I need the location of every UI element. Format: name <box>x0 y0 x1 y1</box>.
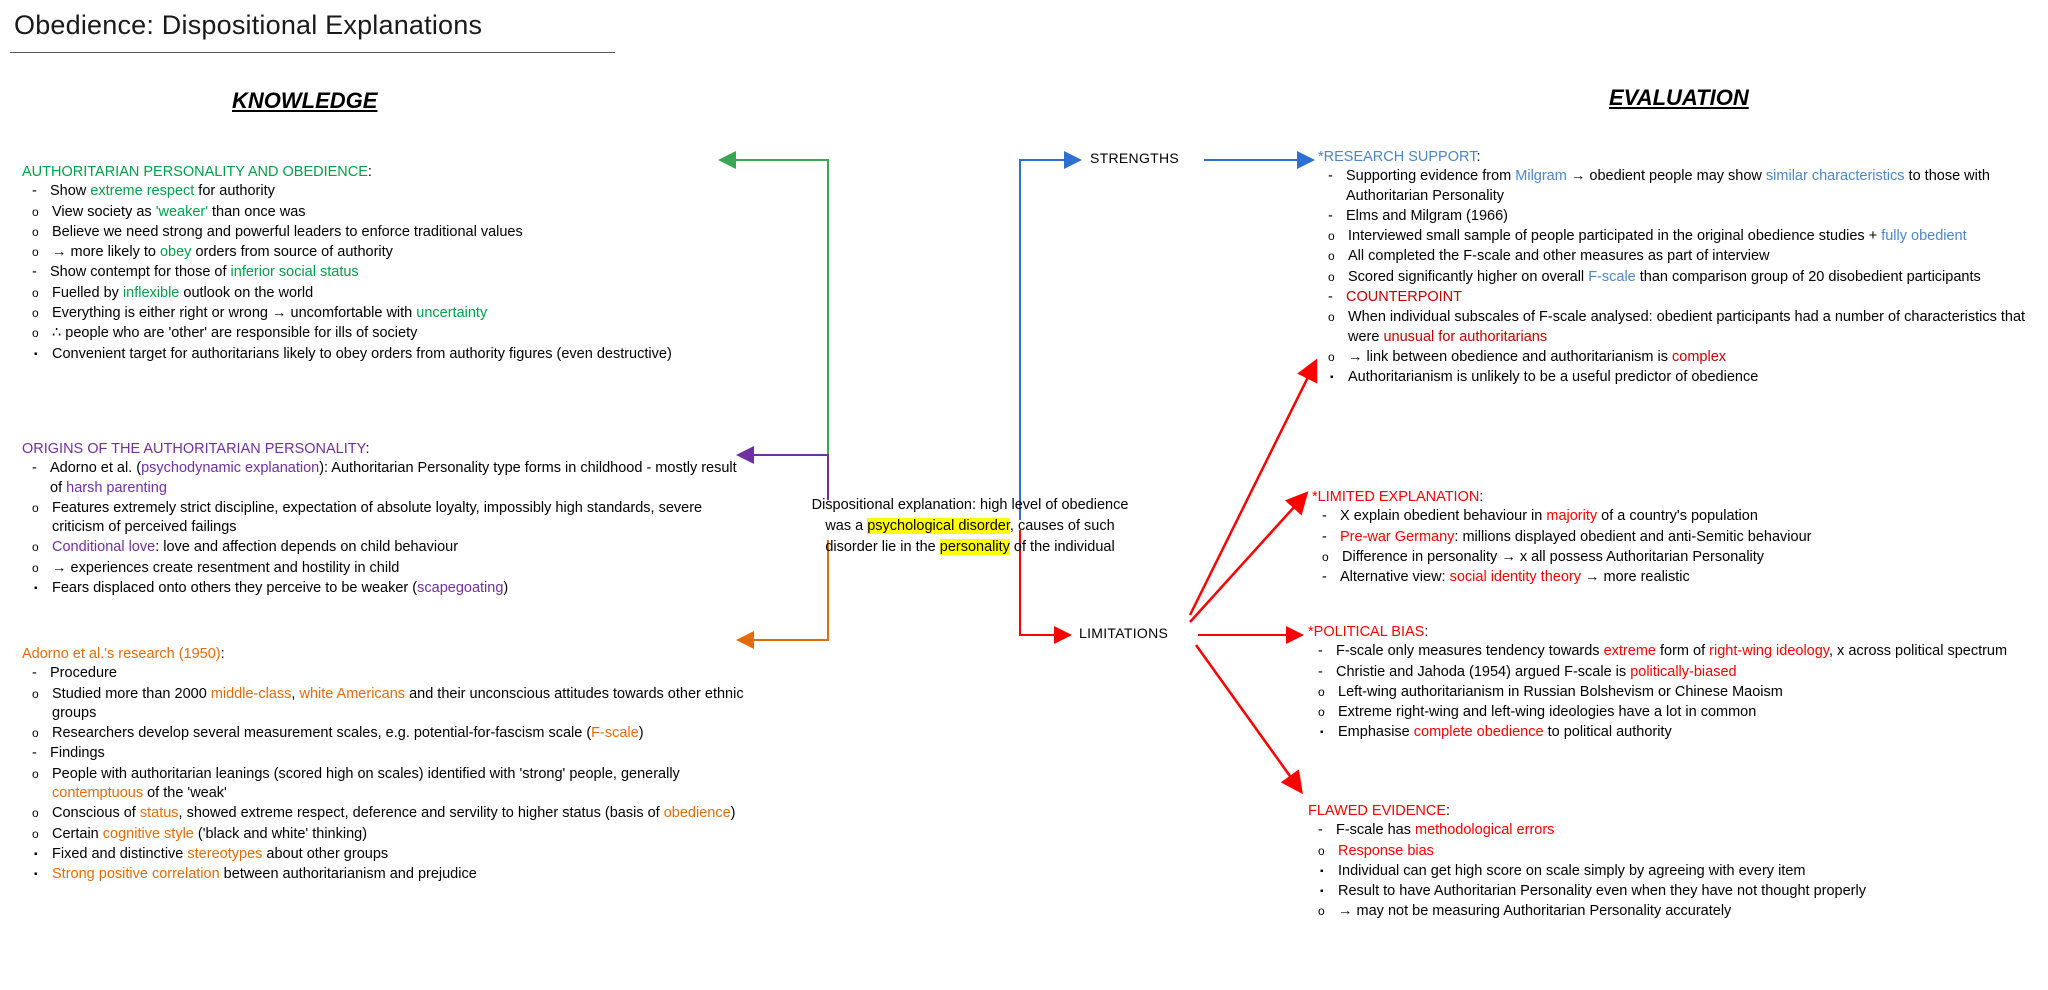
evaluation-block-flawed-evidence <box>1308 802 2024 923</box>
list-item <box>22 345 762 364</box>
strengths-label: STRENGTHS <box>1090 150 1180 166</box>
knowledge-block-authoritarian-personality <box>22 163 762 365</box>
block-heading: Adorno et al.'s research (1950): <box>22 646 225 662</box>
center-line3-post: of the individual <box>1009 539 1115 556</box>
list-item <box>22 538 752 557</box>
list-bullet: - <box>1318 822 1323 839</box>
list-item <box>22 765 762 804</box>
list-item <box>22 664 762 683</box>
list-item <box>22 243 762 262</box>
list-bullet: - <box>32 665 37 682</box>
list-item-text: Result to have Authoritarian Personality even when they have not thought properly <box>1338 883 1866 900</box>
list-item-text: Alternative view: social identity theory → more realistic <box>1340 569 1690 586</box>
list-item <box>1308 663 2038 682</box>
list-item-text: Fixed and distinctive stereotypes about other groups <box>52 845 389 862</box>
evaluation-block-research-support <box>1318 148 2034 388</box>
list-item-text: Convenient target for authoritarians likely to obey orders from authority figures (even destructive) <box>52 345 672 362</box>
list-item <box>22 304 762 323</box>
list-item-text: When individual subscales of F-scale analysed: obedient participants had a number of characteristics that were unusual for authoritarians <box>1348 309 2026 345</box>
list-bullet: o <box>1328 229 1335 244</box>
list-bullet: o <box>32 204 39 219</box>
list-item <box>1318 247 2034 266</box>
list-bullet: o <box>1322 549 1329 564</box>
center-highlight-personality: personality <box>939 539 1010 556</box>
list-item <box>22 459 752 498</box>
list-bullet: o <box>32 766 39 781</box>
list-bullet: ▪ <box>1320 865 1324 877</box>
list-item-text: Christie and Jahoda (1954) argued F-scale is politically-biased <box>1336 663 1737 680</box>
list-item-text: Features extremely strict discipline, expectation of absolute loyalty, impossibly high standards, severe criticism of perceived failings <box>52 499 703 536</box>
list-item-text: → link between obedience and authoritarianism is complex <box>1348 348 1727 365</box>
list-item-text: F-scale only measures tendency towards extreme form of right-wing ideology, x across political spectrum <box>1336 643 2008 660</box>
list-item-text: Response bias <box>1338 842 1434 859</box>
list-item-text: Pre-war Germany: millions displayed obedient and anti-Semitic behaviour <box>1340 528 1812 545</box>
list-item <box>1318 207 2034 226</box>
center-line1: Dispositional explanation: high level of obedience <box>811 497 1129 513</box>
list-bullet: o <box>32 726 39 741</box>
block-heading: FLAWED EVIDENCE: <box>1308 803 1451 819</box>
list-bullet: - <box>32 264 37 281</box>
list-bullet: o <box>32 826 39 841</box>
list-item-text: People with authoritarian leanings (scored high on scales) identified with 'strong' people, generally contemptuous of the 'weak' <box>52 765 680 801</box>
list-bullet: ▪ <box>1330 372 1334 384</box>
list-item-text: Show extreme respect for authority <box>50 183 275 200</box>
center-line3-pre: disorder lie in the <box>825 539 940 556</box>
list-item-text: → may not be measuring Authoritarian Personality accurately <box>1338 903 1732 920</box>
list-item-text: Show contempt for those of inferior social status <box>50 264 359 281</box>
list-item-text: Believe we need strong and powerful leaders to enforce traditional values <box>52 223 523 240</box>
list-item-text: Everything is either right or wrong → uncomfortable with uncertainty <box>52 304 488 321</box>
list-bullet: o <box>1318 684 1325 699</box>
block-heading: *POLITICAL BIAS: <box>1308 624 1429 640</box>
block-list <box>1312 507 2028 587</box>
list-item <box>22 559 752 578</box>
list-item <box>1308 882 2024 901</box>
list-item-text: ∴ people who are 'other' are responsible for ills of society <box>52 325 418 342</box>
block-heading: ORIGINS OF THE AUTHORITARIAN PERSONALITY: <box>22 441 370 457</box>
knowledge-column-heading: KNOWLEDGE <box>232 88 378 113</box>
list-item <box>1318 268 2034 287</box>
list-bullet: ▪ <box>34 348 38 360</box>
list-item-text: → experiences create resentment and hostility in child <box>52 559 400 576</box>
list-item <box>1308 821 2024 840</box>
block-list <box>1318 167 2034 387</box>
title-underline <box>10 52 615 53</box>
block-list <box>1308 642 2038 742</box>
list-item <box>22 182 762 201</box>
block-heading: AUTHORITARIAN PERSONALITY AND OBEDIENCE: <box>22 164 372 180</box>
knowledge-block-origins <box>22 440 752 599</box>
list-item <box>1308 862 2024 881</box>
list-item <box>1308 723 2038 742</box>
list-bullet: ▪ <box>34 848 38 860</box>
central-definition-box <box>775 495 1165 558</box>
list-item-text: All completed the F-scale and other measures as part of interview <box>1348 248 1770 265</box>
list-item-text: Certain cognitive style ('black and white' thinking) <box>52 825 368 842</box>
list-item-text: Findings <box>50 745 105 762</box>
limitations-label: LIMITATIONS <box>1079 625 1169 641</box>
block-list <box>1308 821 2024 921</box>
list-item <box>22 284 762 303</box>
list-bullet: - <box>1318 663 1323 680</box>
list-item-text: Studied more than 2000 middle-class, white Americans and their unconscious attitudes towards other ethnic groups <box>52 685 744 721</box>
list-item-text: Scored significantly higher on overall F-scale than comparison group of 20 disobedient participants <box>1348 268 1981 285</box>
list-item <box>1308 902 2024 921</box>
list-item <box>1312 528 2028 547</box>
list-item <box>22 263 762 282</box>
list-item <box>22 825 762 844</box>
list-bullet: - <box>32 745 37 762</box>
list-bullet: - <box>1318 643 1323 660</box>
list-item <box>22 865 762 884</box>
list-item <box>22 223 762 242</box>
list-item-text: Emphasise complete obedience to political authority <box>1338 724 1672 741</box>
list-item <box>1312 507 2028 526</box>
list-item <box>22 324 762 343</box>
list-item <box>1318 288 2034 307</box>
list-bullet: o <box>32 326 39 341</box>
list-item <box>1318 167 2034 206</box>
list-bullet: - <box>1328 168 1333 185</box>
list-item <box>1318 368 2034 387</box>
list-bullet: o <box>1328 349 1335 364</box>
list-item-text: Conditional love: love and affection depends on child behaviour <box>52 539 459 556</box>
list-bullet: ▪ <box>34 582 38 594</box>
list-item <box>1312 548 2028 567</box>
list-bullet: o <box>1328 249 1335 264</box>
page-title: Obedience: Dispositional Explanations <box>14 10 483 40</box>
list-item <box>22 579 752 598</box>
evaluation-block-limited-explanation <box>1312 488 2028 588</box>
list-bullet: o <box>32 305 39 320</box>
list-bullet: o <box>1328 269 1335 284</box>
list-bullet: ▪ <box>1320 886 1324 898</box>
list-item <box>1308 683 2038 702</box>
list-item <box>1308 642 2038 661</box>
block-list <box>22 182 762 364</box>
knowledge-block-adorno-research <box>22 645 762 885</box>
list-bullet: o <box>32 224 39 239</box>
list-bullet: ▪ <box>1320 727 1324 739</box>
list-item <box>1312 568 2028 587</box>
center-highlight-disorder: psychological disorder <box>867 518 1010 535</box>
list-item-text: Adorno et al. (psychodynamic explanation): Authoritarian Personality type forms in childhood - mostly result of harsh parenting <box>50 460 737 496</box>
list-bullet: - <box>1322 508 1327 525</box>
list-bullet: - <box>1328 288 1333 305</box>
list-item-text: Extreme right-wing and left-wing ideologies have a lot in common <box>1338 704 1757 721</box>
list-item-text: COUNTERPOINT <box>1346 288 1462 305</box>
evaluation-column-heading: EVALUATION <box>1609 85 1749 110</box>
list-item-text: Researchers develop several measurement scales, e.g. potential-for-fascism scale (F-scale) <box>52 725 644 742</box>
block-heading: *LIMITED EXPLANATION: <box>1312 489 1484 505</box>
list-item-text: Supporting evidence from Milgram → obedient people may show similar characteristics to those with Authoritarian Personality <box>1346 168 1990 204</box>
list-item <box>22 845 762 864</box>
list-item-text: Difference in personality → x all possess Authoritarian Personality <box>1342 548 1765 565</box>
list-bullet: - <box>1322 528 1327 545</box>
list-item-text: Authoritarianism is unlikely to be a useful predictor of obedience <box>1348 369 1759 386</box>
list-item-text: F-scale has methodological errors <box>1336 822 1555 839</box>
list-bullet: o <box>32 540 39 555</box>
list-bullet: - <box>32 183 37 200</box>
block-heading: *RESEARCH SUPPORT: <box>1318 149 1481 165</box>
list-bullet: - <box>32 460 37 477</box>
list-bullet: o <box>32 560 39 575</box>
list-bullet: o <box>32 245 39 260</box>
list-item <box>1318 227 2034 246</box>
list-item-text: Procedure <box>50 665 117 682</box>
list-item-text: Strong positive correlation between authoritarianism and prejudice <box>52 866 477 883</box>
evaluation-block-political-bias <box>1308 623 2038 744</box>
list-bullet: o <box>32 686 39 701</box>
list-item <box>1308 703 2038 722</box>
list-item-text: Elms and Milgram (1966) <box>1346 207 1508 224</box>
list-item <box>22 744 762 763</box>
list-item <box>22 804 762 823</box>
list-item <box>22 685 762 724</box>
list-item-text: Individual can get high score on scale simply by agreeing with every item <box>1338 862 1806 879</box>
list-item-text: View society as 'weaker' than once was <box>52 203 306 220</box>
list-item-text: Fuelled by inflexible outlook on the world <box>52 284 314 301</box>
list-item <box>22 203 762 222</box>
list-item <box>1318 348 2034 367</box>
list-bullet: o <box>1318 904 1325 919</box>
list-bullet: - <box>1322 569 1327 586</box>
list-item-text: Fears displaced onto others they perceive to be weaker (scapegoating) <box>52 579 509 596</box>
center-line2-pre: was a <box>825 518 868 535</box>
list-item <box>22 724 762 743</box>
list-bullet: o <box>1318 843 1325 858</box>
block-list <box>22 664 762 884</box>
center-line2-post: , causes of such <box>1009 518 1115 535</box>
list-item-text: → more likely to obey orders from source of authority <box>52 244 393 261</box>
list-bullet: ▪ <box>34 869 38 881</box>
list-bullet: o <box>1328 310 1335 325</box>
list-item <box>22 499 752 538</box>
list-item <box>1318 308 2034 347</box>
list-item-text: Conscious of status, showed extreme respect, deference and servility to higher status (basis of obedience) <box>52 805 736 822</box>
list-bullet: o <box>1318 705 1325 720</box>
list-bullet: o <box>32 285 39 300</box>
block-list <box>22 459 752 598</box>
list-item-text: Interviewed small sample of people participated in the original obedience studies + fully obedient <box>1348 228 1967 245</box>
list-bullet: o <box>32 806 39 821</box>
list-bullet: o <box>32 500 39 515</box>
list-item <box>1308 842 2024 861</box>
list-item-text: X explain obedient behaviour in majority of a country's population <box>1340 508 1758 525</box>
list-item-text: Left-wing authoritarianism in Russian Bolshevism or Chinese Maoism <box>1338 683 1783 700</box>
list-bullet: - <box>1328 207 1333 224</box>
